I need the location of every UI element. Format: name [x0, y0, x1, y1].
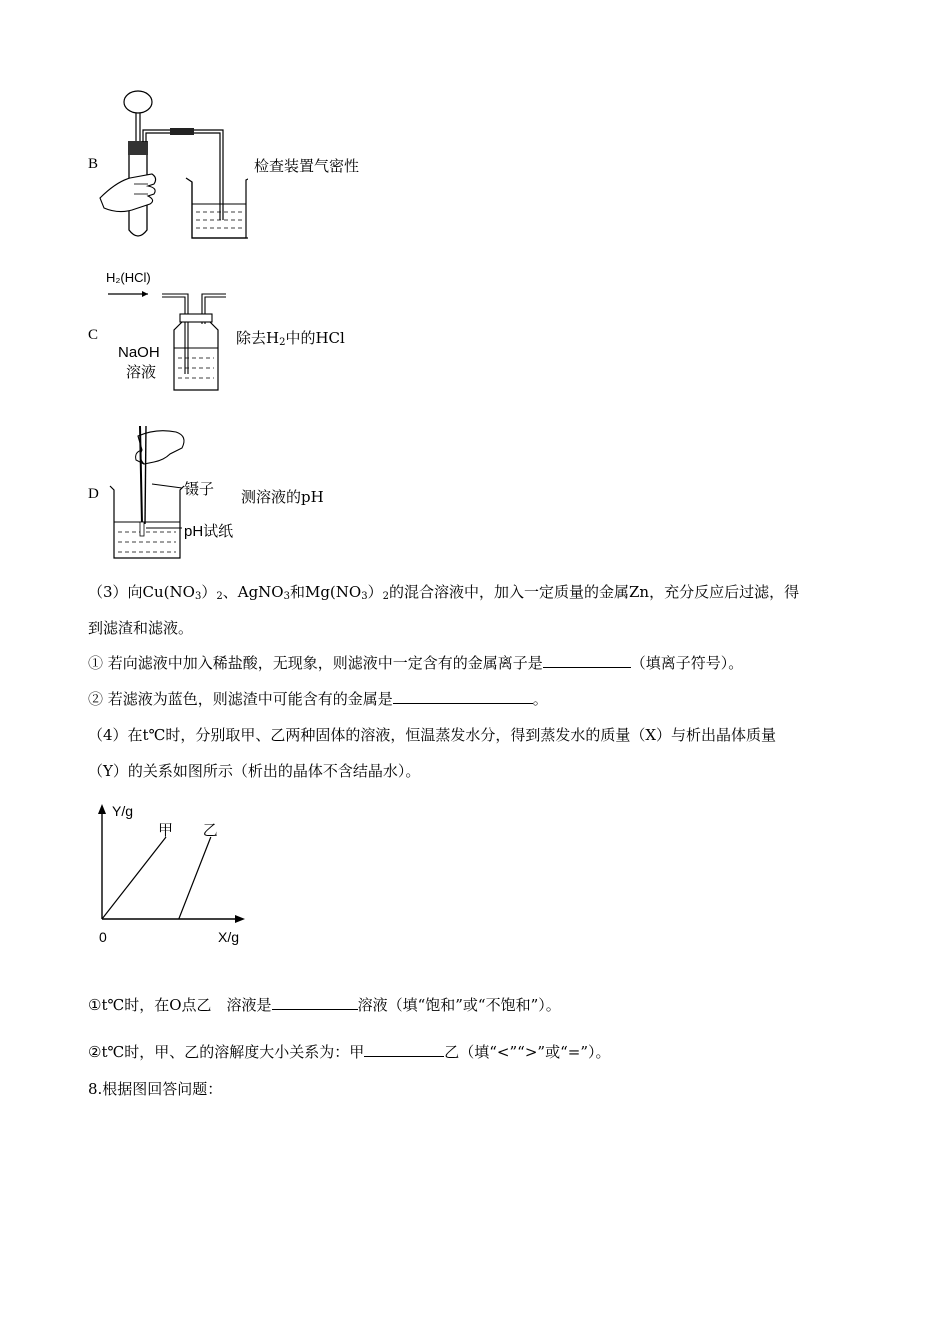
q3-text-e: 、AgNO [222, 583, 284, 601]
q3-answer-blank-1[interactable] [543, 652, 631, 668]
option-b-caption: 检查装置气密性 [254, 157, 360, 175]
option-c-caption [236, 327, 345, 348]
q3-intro-line1 [88, 581, 799, 608]
ph-test-figure [104, 424, 244, 562]
series-yi-line [179, 837, 211, 919]
q3-sub2-text: ② 若滤液为蓝色，则滤渣中可能含有的金属是 [88, 690, 393, 708]
q3-sub-b: 3 [194, 591, 202, 602]
q3-sub1 [88, 652, 743, 674]
q4-sub2 [88, 1041, 610, 1063]
series-yi-label: 乙 [202, 822, 218, 839]
y-axis-label: Y/g [112, 803, 134, 819]
x-axis-label: X/g [218, 929, 240, 945]
q4-sub1-text: ①t℃时，在O点乙 溶液是 [88, 996, 272, 1014]
q4-answer-blank-1[interactable] [272, 994, 358, 1010]
q3-answer-blank-2[interactable] [393, 688, 533, 704]
q3-text-i: ） [367, 583, 383, 601]
series-jia-label: 甲 [158, 822, 174, 839]
q3-sub-h: 3 [361, 591, 368, 602]
q3-text-k: 的混合溶液中，加入一定质量的金属Zn，充分反应后过滤，得 [388, 583, 800, 601]
q3-sub2 [88, 688, 548, 710]
x-axis-arrow [235, 915, 245, 923]
q4-sub1-suffix: 溶液（填“饱和”或“不饱和”）。 [357, 996, 561, 1014]
q4-sub2-text: ②t℃时，甲、乙的溶解度大小关系为：甲 [88, 1043, 365, 1061]
y-axis-arrow [98, 804, 106, 814]
series-jia-line [102, 837, 166, 919]
airtightness-apparatus-figure [98, 86, 248, 242]
solution-label-2: 溶液 [126, 364, 157, 381]
option-c-letter: C [88, 327, 99, 343]
option-b-letter: B [88, 156, 99, 172]
gas-label: H₂(HCl) [106, 270, 151, 285]
q4-intro-line1: （4）在t℃时，分别取甲、乙两种固体的溶液，恒温蒸发水分，得到蒸发水的质量（X）与析出晶体质量 [88, 726, 777, 744]
origin-label: 0 [99, 929, 107, 945]
q3-sub1-text: ① 若向滤液中加入稀盐酸，无现象，则滤液中一定含有的金属离子是 [88, 654, 543, 672]
q3-text-g: 和Mg(NO [289, 583, 362, 601]
q3-sub-f: 3 [283, 591, 290, 602]
q4-sub2-suffix: 乙（填“<”“>”或“=”）。 [444, 1043, 611, 1061]
q8-title: 8.根据图回答问题： [88, 1080, 223, 1098]
evaporation-crystal-chart [88, 796, 258, 950]
q3-sub2-suffix: 。 [532, 690, 548, 708]
option-c-caption-pre: 除去H [236, 329, 280, 347]
q3-text-c: ） [201, 583, 217, 601]
q4-answer-blank-2[interactable] [364, 1041, 444, 1057]
gas-washing-bottle-figure [104, 266, 236, 394]
option-c-caption-post: 中的HCl [285, 329, 345, 347]
option-d-caption: 测溶液的pH [241, 488, 324, 506]
tweezers-label: 镊子 [184, 481, 215, 498]
q4-sub1 [88, 994, 561, 1016]
q3-sub1-suffix: （填离子符号）。 [630, 654, 744, 672]
option-c-caption-sub: 2 [279, 337, 286, 348]
option-d-letter: D [88, 486, 99, 502]
ph-paper-label: pH试纸 [184, 523, 234, 540]
q3-intro-line2: 到滤渣和滤液。 [88, 619, 194, 637]
solution-label-1: NaOH [118, 344, 160, 361]
q3-text-a: （3）向Cu(NO [88, 583, 195, 601]
q4-intro-line2: （Y）的关系如图所示（析出的晶体不含结晶水）。 [88, 762, 421, 780]
q3-sub-d: 2 [216, 591, 223, 602]
q3-sub-j: 2 [382, 591, 389, 602]
